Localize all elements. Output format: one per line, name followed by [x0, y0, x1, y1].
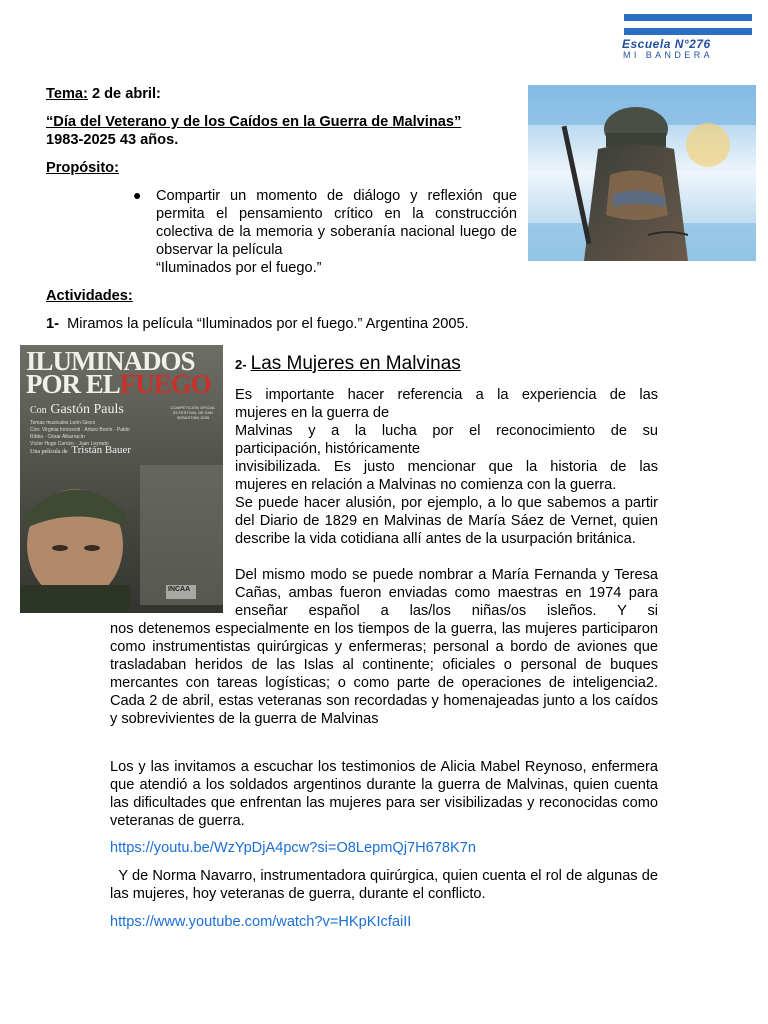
- school-subtitle: MI BANDERA: [623, 50, 714, 60]
- activity-1-text: Miramos la película “Iluminados por el fuego.” Argentina 2005.: [67, 316, 469, 332]
- bullet-icon: ●: [133, 187, 142, 203]
- poster-title-line2: [26, 369, 211, 399]
- activity-2-title: Las Mujeres en Malvinas: [250, 353, 461, 374]
- youtube-link-1-wrap: [110, 840, 476, 856]
- event-years: 1983-2025 43 años.: [46, 132, 179, 148]
- p1-line-5: invisibilizada. Es justo mencionar que la historia de las: [235, 459, 658, 475]
- activity-1-number: 1-: [46, 316, 59, 332]
- poster-director: Tristán Bauer: [71, 444, 132, 456]
- poster-director-prefix: Una película de: [30, 449, 68, 455]
- mujeres-paragraph-3b: nos detenemos especialmente en los tiempos de la guerra, las mujeres participaron como instrumentistas quirúrgicas y enfermeras; personal a bordo de aviones que trasladaban heridos de las Islas al continente; oficiales o personal de buques mercantes con tareas logísticas; o como parte de operaciones de inteligencia2. Cada 2 de abril, estas veteranas son recordadas y homenajeadas junto a los caídos y sobrevivientes de la guerra de Malvinas: [110, 621, 658, 727]
- school-name: Escuela N°276: [622, 37, 711, 51]
- p1-line-6: mujeres en relación a Malvinas no comienza con la guerra.: [235, 477, 617, 493]
- proposito-text: Compartir un momento de diálogo y reflexión que permita el pensamiento crítico en la construcción colectiva de la memoria y soberanía nacional luego de observar la película: [156, 188, 517, 258]
- poster-title-por-el: POR EL: [26, 369, 120, 399]
- p1-line-4: participación, históricamente: [235, 441, 420, 457]
- school-logo: [620, 12, 756, 62]
- poster-actor-line: [30, 401, 124, 418]
- tema-line: [46, 86, 161, 102]
- proposito-film: “Iluminados por el fuego.”: [156, 260, 322, 276]
- poster-title-line1: ILUMINADOS: [26, 346, 195, 376]
- poster-title-fuego: FUEGO: [119, 369, 211, 399]
- poster-con: Con: [30, 405, 47, 416]
- poster-director-line: [30, 441, 131, 458]
- p1-line-3: Malvinas y a la lucha por el reconocimiento de su: [235, 423, 658, 439]
- event-title: “Día del Veterano y de los Caídos en la Guerra de Malvinas”: [46, 114, 462, 130]
- poster-incaa-logo: INCAA: [168, 586, 191, 593]
- youtube-link-1[interactable]: https://youtu.be/WzYpDjA4pcw?si=O8LepmQj7H678K7n: [110, 840, 476, 856]
- movie-poster: [20, 345, 223, 613]
- activity-2-number: 2-: [235, 357, 247, 372]
- mujeres-paragraph-2: Se puede hacer alusión, por ejemplo, a lo que sabemos a partir del Diario de 1829 en Malvinas de María Sáez de Vernet, quien describe la vida cotidiana allí antes de la usurpación británica.: [235, 495, 658, 547]
- tema-value: 2 de abril:: [91, 86, 161, 102]
- testimonio-paragraph-1: Los y las invitamos a escuchar los testimonios de Alicia Mabel Reynoso, enfermera que atendió a los soldados argentinos durante la guerra de Malvinas, quien cuenta las dificultades que enfrentan las mujeres para ser visibilizadas y reconocidas como veteranas de guerra.: [110, 759, 658, 829]
- flag-stripe-white: [624, 21, 752, 28]
- activity-1: [46, 316, 469, 332]
- poster-credits-2: Con: Virginia Innocenti · Arturo Bonín · Pablo Ribba · César Albarracín: [30, 427, 130, 440]
- soldier-flag-image: [528, 85, 756, 261]
- tema-label: Tema:: [46, 86, 88, 102]
- poster-actor: Gastón Pauls: [50, 402, 124, 417]
- actividades-label: Actividades:: [46, 288, 133, 304]
- flag-stripe-top: [624, 14, 752, 21]
- youtube-link-2[interactable]: https://www.youtube.com/watch?v=HKpKIcfaiII: [110, 914, 412, 930]
- mujeres-paragraph-3a: Del mismo modo se puede nombrar a María Fernanda y Teresa Cañas, ambas fueron enviadas como maestras en 1974 para enseñar español a las/los niñas/os isleños. Y si: [235, 567, 658, 619]
- activity-2-heading: [235, 353, 461, 375]
- poster-credits-1: Temas musicales León Gieco: [30, 420, 96, 426]
- poster-credits-3: Víctor Hugo Carrizo · Juan Leyrado: [30, 441, 109, 447]
- flag-stripe-bottom: [624, 28, 752, 35]
- p1-line-2: mujeres en la guerra de: [235, 405, 390, 421]
- testimonio-paragraph-2: Y de Norma Navarro, instrumentadora quirúrgica, quien cuenta el rol de algunas de las mujeres, hoy veteranas de guerra, durante el conflicto.: [110, 868, 663, 902]
- p1-line-1: Es importante hacer referencia a la experiencia de las: [235, 387, 658, 403]
- mujeres-paragraph-1: [235, 386, 658, 494]
- youtube-link-2-wrap: [110, 914, 411, 930]
- poster-festival: COMPETICIÓN OFICIAL 53 FESTIVAL DE SAN SEBASTIÁN 2005: [170, 405, 216, 420]
- proposito-label: Propósito:: [46, 160, 119, 176]
